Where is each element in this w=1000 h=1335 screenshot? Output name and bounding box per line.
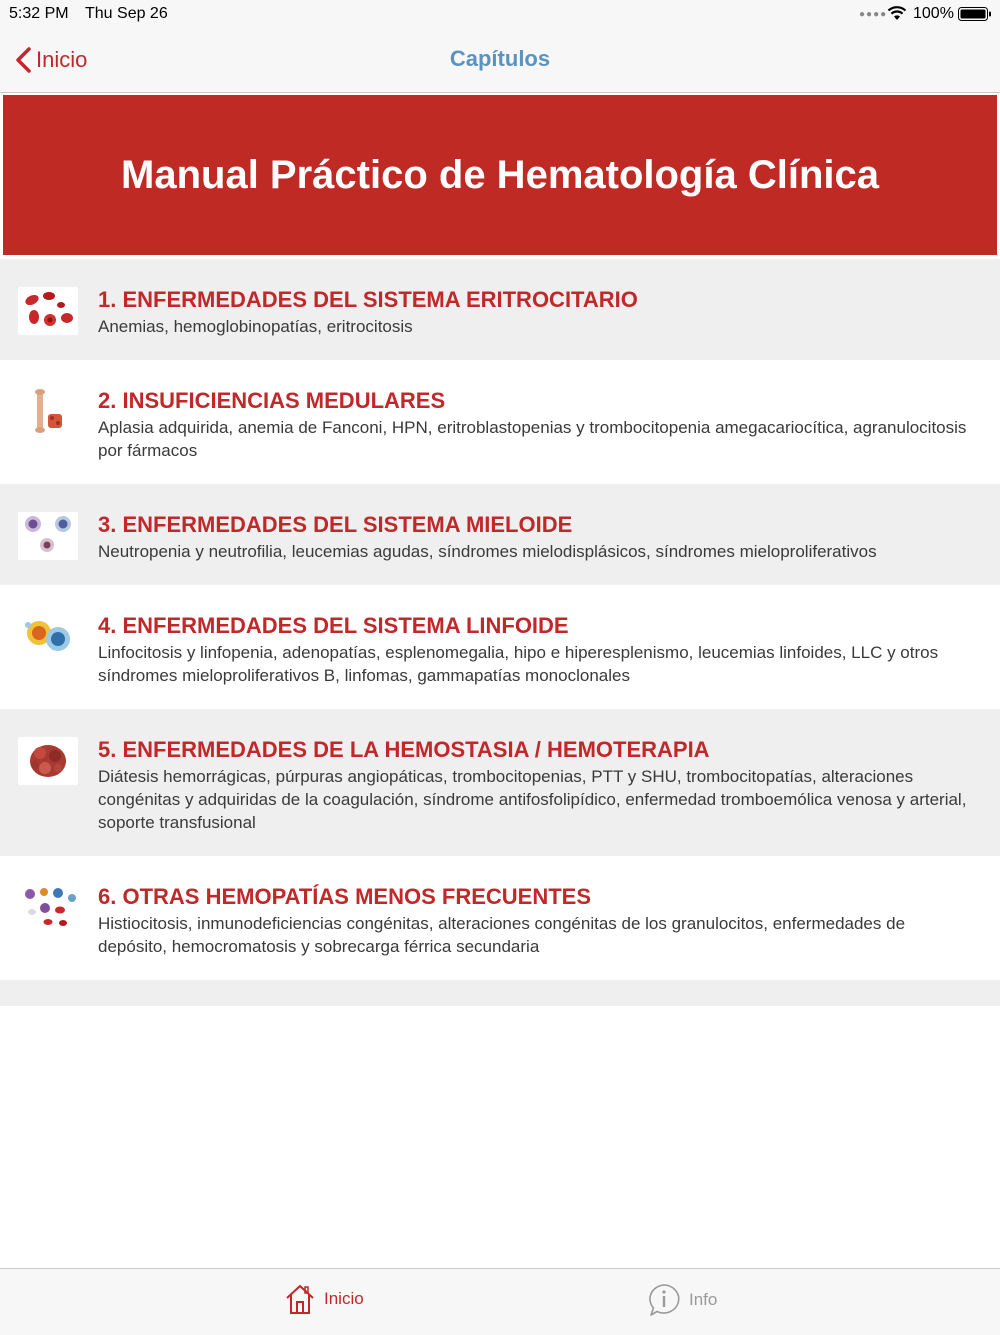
- chapter-description: Linfocitosis y linfopenia, adenopatías, esplenomegalia, hipo e hiperesplenismo, leucemias linfoides, LLC y otros síndromes mieloproliferativos B, linfomas, gammapatías monoclonales: [98, 643, 939, 685]
- red-blood-cells-icon: [18, 287, 78, 335]
- chapter-row-4[interactable]: [0, 585, 1000, 709]
- chapter-description: Diátesis hemorrágicas, púrpuras angiopáticas, trombocitopenias, PTT y SHU, trombocitopatías, alteraciones congénitas y adquiridas de la coagulación, síndrome antifosfolipídico, enfermedad tromboemólica venosa y arterial, soporte transfusional: [98, 767, 967, 832]
- tab-inicio[interactable]: [284, 1283, 364, 1315]
- page-title: Capítulos: [449, 46, 551, 71]
- cellular-signal-icon: ●●●●: [859, 9, 888, 20]
- bone-marrow-icon: [18, 388, 78, 436]
- myeloid-cells-icon: [18, 512, 78, 560]
- navigation-bar: [0, 28, 1000, 93]
- chapter-row-5[interactable]: [0, 709, 1000, 856]
- chapter-title: 2. INSUFICIENCIAS MEDULARES: [98, 388, 446, 413]
- banner-title: Manual Práctico de Hematología Clínica: [121, 152, 879, 197]
- chapter-title: 5. ENFERMEDADES DE LA HEMOSTASIA / HEMOTERAPIA: [98, 737, 710, 762]
- status-bar: [0, 0, 1000, 28]
- wifi-icon: [886, 5, 908, 21]
- chapter-title: 1. ENFERMEDADES DEL SISTEMA ERITROCITARIO: [98, 287, 638, 312]
- battery-percentage: 100%: [913, 5, 954, 22]
- header-banner: [3, 95, 997, 255]
- tab-bar: [0, 1268, 1000, 1335]
- tab-info-label: Info: [689, 1290, 718, 1309]
- chapter-title: 3. ENFERMEDADES DEL SISTEMA MIELOIDE: [98, 512, 573, 537]
- list-footer: [0, 980, 1000, 1006]
- chapter-row-6[interactable]: [0, 856, 1000, 980]
- chapter-description: Neutropenia y neutrofilia, leucemias agudas, síndromes mielodisplásicos, síndromes mieloproliferativos: [98, 542, 877, 561]
- status-time: 5:32 PM: [9, 5, 69, 22]
- home-icon: [284, 1283, 316, 1315]
- chapter-description: Aplasia adquirida, anemia de Fanconi, HPN, eritroblastopenias y trombocitopenia amegacariocítica, agranulocitosis por fármacos: [98, 418, 967, 460]
- clot-icon: [18, 737, 78, 785]
- battery-icon: [958, 7, 992, 21]
- back-button-label: Inicio: [36, 47, 88, 72]
- tab-info[interactable]: [647, 1283, 717, 1317]
- chapter-row-1[interactable]: [0, 259, 1000, 360]
- chapter-description: Histiocitosis, inmunodeficiencias congénitas, alteraciones congénitas de los granulocitos, enfermedades de depósito, hemocromatosis y sobrecarga férrica secundaria: [98, 914, 906, 956]
- chapter-row-2[interactable]: [0, 360, 1000, 484]
- status-date: Thu Sep 26: [85, 5, 168, 22]
- chapter-list: [0, 259, 1000, 1006]
- chapter-title: 6. OTRAS HEMOPATÍAS MENOS FRECUENTES: [98, 884, 592, 909]
- lymphoid-cells-icon: [18, 613, 78, 661]
- chapter-row-3[interactable]: [0, 484, 1000, 585]
- tab-inicio-label: Inicio: [324, 1289, 364, 1308]
- chapter-title: 4. ENFERMEDADES DEL SISTEMA LINFOIDE: [98, 613, 569, 638]
- info-icon: [647, 1283, 681, 1317]
- chapter-description: Anemias, hemoglobinopatías, eritrocitosis: [98, 317, 413, 336]
- mixed-blood-cells-icon: [18, 884, 78, 932]
